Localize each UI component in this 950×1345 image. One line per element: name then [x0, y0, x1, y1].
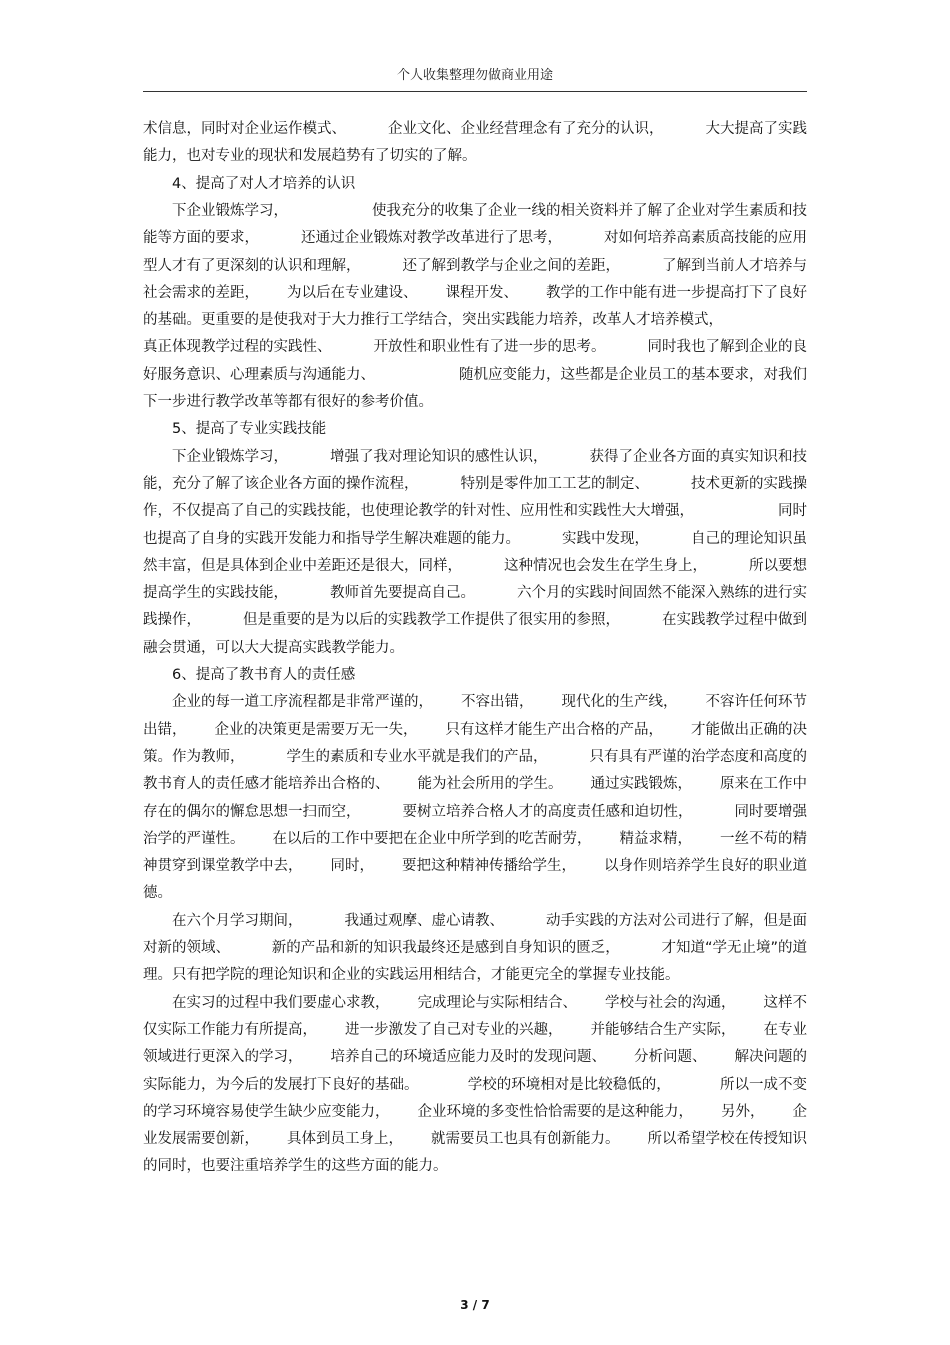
- text-line: [143, 664, 807, 686]
- text-line: [143, 582, 807, 604]
- text-line: [143, 746, 807, 768]
- text-segment: 一丝不苟的精: [720, 830, 807, 847]
- text-segment: 然丰富，但是具体到企业中差距还是很大，同样，: [143, 557, 462, 574]
- text-segment: 存在的偶尔的懈怠思想一扫而空，: [143, 803, 361, 820]
- text-segment: 动手实践的方法对公司进行了解，但是面: [546, 912, 807, 929]
- text-segment: 同时要增强: [734, 803, 807, 820]
- text-segment: 在专业: [763, 1021, 807, 1038]
- text-segment: 这种情况也会发生在学生身上，: [504, 557, 707, 574]
- text-line: [143, 173, 807, 195]
- text-line: [143, 1101, 807, 1123]
- text-segment: 要把这种精神传播给学生，: [402, 858, 576, 875]
- text-segment: 6、提高了教书育人的责任感: [143, 667, 356, 683]
- text-segment: 教学的工作中能有进一步提高打下了良好: [546, 284, 807, 301]
- text-segment: 要树立培养合格人才的高度责任感和迫切性，: [402, 803, 693, 820]
- text-line: [143, 964, 807, 986]
- text-segment: 通过实践锻炼，: [590, 776, 692, 793]
- text-segment: 具体到员工身上，: [287, 1131, 403, 1148]
- text-segment: 能力，也对专业的现状和发展趋势有了切实的了解。: [143, 148, 477, 165]
- text-segment: 践操作，: [143, 612, 201, 629]
- text-line: [143, 309, 807, 331]
- text-line: [143, 1155, 807, 1177]
- text-segment: 同时我也了解到企业的良: [647, 339, 807, 356]
- text-segment: 的学习环境容易使学生缺少应变能力，: [143, 1103, 390, 1120]
- text-segment: 下一步进行教学改革等都有很好的参考价值。: [143, 394, 433, 410]
- text-segment: 增强了我对理论知识的感性认识，: [330, 448, 548, 465]
- text-segment: 课程开发、: [445, 284, 518, 301]
- text-segment: 能为社会所用的学生。: [417, 776, 563, 793]
- text-segment: 才能做出正确的决: [691, 721, 807, 738]
- text-segment: 了解到当前人才培养与: [662, 257, 807, 274]
- text-segment: 企业文化、企业经营理念有了充分的认识，: [388, 121, 664, 137]
- text-segment: 分析问题、: [634, 1049, 707, 1066]
- text-segment: 作，不仅提高了自己的实践技能，也使理论教学的针对性、应用性和实践性大大增强，: [143, 503, 694, 520]
- text-segment: 才知道“学无止境”的道: [661, 940, 807, 956]
- text-line: [143, 937, 807, 959]
- text-line: [143, 773, 807, 795]
- text-segment: 以身作则培养学生良好的职业道: [604, 858, 807, 875]
- text-segment: 治学的严谨性。: [143, 830, 245, 847]
- text-segment: 现代化的生产线，: [561, 694, 678, 711]
- text-segment: 只有这样才能生产出合格的产品，: [445, 721, 663, 738]
- text-line: [143, 227, 807, 249]
- text-segment: 5、提高了专业实践技能: [143, 421, 327, 438]
- text-segment: 进一步激发了自己对专业的兴趣，: [345, 1021, 563, 1038]
- text-segment: 4、提高了对人才培养的认识: [143, 175, 356, 192]
- text-line: [143, 446, 807, 468]
- text-line: [143, 282, 807, 304]
- text-segment: 为以后在专业建设、: [287, 284, 418, 301]
- text-line: [143, 910, 807, 932]
- text-segment: 策。作为教师，: [143, 748, 245, 765]
- text-segment: 还通过企业锻炼对教学改革进行了思考，: [301, 230, 562, 247]
- text-segment: 学校的环境相对是比较稳低的，: [467, 1076, 671, 1093]
- text-segment: 企业环境的多变性恰恰需要的是这种能力，: [417, 1103, 693, 1120]
- text-segment: 我通过观摩、虚心请教、: [344, 912, 504, 929]
- text-segment: 下企业锻炼学习，: [143, 202, 288, 219]
- text-segment: 学校与社会的沟通，: [605, 994, 736, 1011]
- text-segment: 同时，: [330, 858, 374, 875]
- text-line: [143, 418, 807, 440]
- text-segment: 解决问题的: [734, 1049, 807, 1066]
- text-segment: 仅实际工作能力有所提高，: [143, 1021, 317, 1038]
- text-segment: 出错，: [143, 721, 187, 738]
- text-segment: 能等方面的要求，: [143, 230, 259, 247]
- text-segment: 培养自己的环境适应能力及时的发现问题、: [330, 1049, 606, 1066]
- text-line: [143, 609, 807, 631]
- text-segment: 实践中发现，: [562, 530, 649, 547]
- text-segment: 企业的决策更是需要万无一失，: [214, 721, 418, 738]
- text-segment: 型人才有了更深刻的认识和理解，: [143, 257, 361, 274]
- text-segment: 只有具有严谨的治学态度和高度的: [589, 748, 807, 765]
- text-segment: 提高学生的实践技能，: [143, 585, 288, 602]
- text-segment: 新的产品和新的知识我最终还是感到自身知识的匮乏，: [271, 940, 620, 956]
- text-segment: 特别是零件加工工艺的制定、: [460, 475, 649, 492]
- text-segment: 领域进行更深入的学习，: [143, 1049, 303, 1066]
- text-segment: 融会贯通，可以大大提高实践教学能力。: [143, 639, 404, 656]
- text-segment: 大大提高了实践: [705, 121, 807, 137]
- text-segment: 社会需求的差距，: [143, 284, 259, 301]
- page-number: 3 / 7: [460, 1298, 490, 1312]
- text-line: [143, 1046, 807, 1068]
- text-segment: 能，充分了解了该企业各方面的操作流程，: [143, 475, 419, 492]
- text-line: [143, 719, 807, 741]
- text-segment: 完成理论与实际相结合、: [417, 994, 577, 1011]
- text-segment: 学生的素质和专业水平就是我们的产品，: [286, 748, 548, 765]
- text-line: [143, 1074, 807, 1096]
- text-segment: 另外，: [721, 1103, 765, 1120]
- text-segment: 同时: [778, 503, 807, 520]
- text-line: [143, 637, 807, 659]
- text-line: [143, 200, 807, 222]
- text-segment: 企: [792, 1103, 807, 1120]
- text-line: [143, 992, 807, 1014]
- text-line: [143, 118, 807, 140]
- text-segment: 好服务意识、心理素质与沟通能力、: [143, 366, 375, 383]
- text-segment: 并能够结合生产实际，: [590, 1021, 736, 1038]
- text-segment: 对新的领域、: [143, 940, 230, 956]
- text-segment: 业发展需要创新，: [143, 1131, 259, 1148]
- text-segment: 实际能力，为今后的发展打下良好的基础。: [143, 1076, 419, 1093]
- page-header: 个人收集整理勿做商业用途: [396, 68, 553, 83]
- text-segment: 随机应变能力，这些都是企业员工的基本要求，对我们: [459, 366, 807, 383]
- text-segment: 自己的理论知识虽: [691, 530, 807, 547]
- text-segment: 不容许任何环节: [705, 694, 807, 711]
- text-line: [143, 391, 807, 413]
- text-segment: 所以一成不变: [720, 1076, 807, 1093]
- text-segment: 真正体现教学过程的实践性、: [143, 339, 332, 356]
- text-segment: 就需要员工也具有创新能力。: [431, 1131, 620, 1148]
- text-segment: 六个月的实践时间固然不能深入熟练的进行实: [517, 585, 807, 602]
- text-line: [143, 473, 807, 495]
- text-line: [143, 364, 807, 386]
- text-segment: 在六个月学习期间，: [143, 912, 303, 929]
- text-line: [143, 855, 807, 877]
- text-segment: 德。: [143, 885, 172, 902]
- text-segment: 教书育人的责任感才能培养出合格的、: [143, 776, 390, 793]
- text-segment: 企业的每一道工序流程都是非常严谨的，: [143, 694, 433, 711]
- text-segment: 的基础。更重要的是使我对于大力推行工学结合，突出实践能力培养，改革人才培养模式，: [143, 312, 723, 329]
- text-segment: 开放性和职业性有了进一步的思考。: [373, 339, 606, 356]
- text-line: [143, 1019, 807, 1041]
- text-segment: 获得了企业各方面的真实知识和技: [589, 448, 807, 465]
- text-line: [143, 500, 807, 522]
- text-segment: 使我充分的收集了企业一线的相关资料并了解了企业对学生素质和技: [372, 202, 807, 219]
- text-segment: 下企业锻炼学习，: [143, 448, 288, 465]
- text-line: [143, 145, 807, 167]
- text-line: [143, 255, 807, 277]
- text-segment: 精益求精，: [619, 830, 692, 847]
- text-line: [143, 1128, 807, 1150]
- text-segment: 在以后的工作中要把在企业中所学到的吃苦耐劳，: [272, 830, 592, 847]
- text-segment: 这样不: [763, 994, 807, 1011]
- text-line: [143, 828, 807, 850]
- text-segment: 也提高了自身的实践开发能力和指导学生解决难题的能力。: [143, 530, 520, 547]
- text-segment: 理。只有把学院的理论知识和企业的实践运用相结合，才能更完全的掌握专业技能。: [143, 967, 680, 984]
- text-segment: 的同时，也要注重培养学生的这些方面的能力。: [143, 1158, 448, 1175]
- text-segment: 在实习的过程中我们要虚心求教，: [143, 994, 390, 1011]
- text-segment: 技术更新的实践操: [691, 475, 807, 492]
- text-segment: 不容出错，: [461, 694, 534, 711]
- text-line: [143, 882, 807, 904]
- text-segment: 但是重要的是为以后的实践教学工作提供了很实用的参照，: [243, 612, 620, 629]
- text-segment: 所以希望学校在传授知识: [647, 1131, 807, 1148]
- text-line: [143, 528, 807, 550]
- header-divider: [143, 91, 807, 92]
- text-line: [143, 555, 807, 577]
- text-segment: 对如何培养高素质高技能的应用: [604, 230, 807, 247]
- text-line: [143, 801, 807, 823]
- text-segment: 教师首先要提高自己。: [330, 585, 475, 602]
- text-segment: 术信息，同时对企业运作模式、: [143, 121, 346, 137]
- text-line: [143, 691, 807, 713]
- text-line: [143, 336, 807, 358]
- text-segment: 神贯穿到课堂教学中去，: [143, 858, 303, 875]
- text-segment: 在实践教学过程中做到: [662, 612, 807, 629]
- text-segment: 原来在工作中: [720, 776, 807, 793]
- text-segment: 还了解到教学与企业之间的差距，: [402, 257, 620, 274]
- text-segment: 所以要想: [749, 557, 807, 574]
